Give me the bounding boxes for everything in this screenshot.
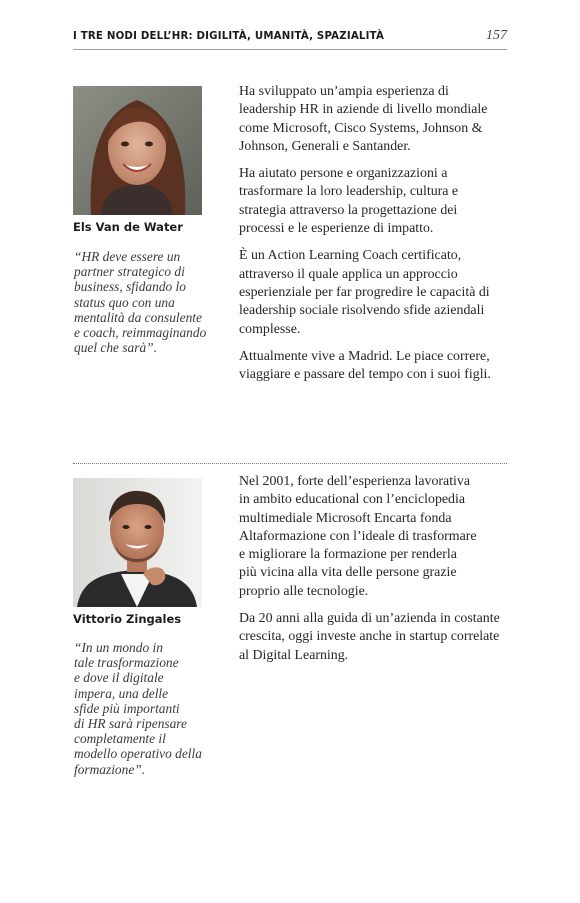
bio-paragraph: Nel 2001, forte dell’esperienza lavorativa in ambito educational con l’enciclopedia multimediale Microsoft Encarta fonda Altaformazione con l’ideale di trasformare e migliorare la formazione per renderla più vicina alla vita delle persone grazie proprio alle tecnologie. — [239, 474, 477, 599]
profile-name: Vittorio Zingales — [73, 612, 182, 626]
bio-paragraph: Attualmente vive a Madrid. Le piace correre, viaggiare e passare del tempo con i suoi figli. — [239, 348, 491, 383]
profile-bio — [239, 83, 509, 393]
portrait-man-icon — [73, 478, 202, 607]
bio-paragraph: Ha sviluppato un’ampia esperienza di leadership HR in aziende di livello mondiale come Microsoft, Cisco Systems, Johnson & Johnson, Generali e Santander. — [239, 84, 488, 154]
profile-quote — [74, 249, 224, 355]
profile-photo-vittorio-zingales — [73, 478, 202, 607]
page-number: 157 — [486, 28, 507, 43]
profile-quote-text: “HR deve essere un partner strategico di business, sfidando lo status quo con una mentalità da consulente e coach, reimmaginando quel che sarà”. — [74, 249, 207, 356]
bio-paragraph: È un Action Learning Coach certificato, attraverso il quale applica un approccio esperienziale per far progredire le capacità di leadership sociale risolvendo sfide aziendali complesse. — [239, 248, 490, 337]
profile-quote — [74, 640, 224, 777]
profile-bio — [239, 473, 509, 674]
header-rule — [73, 49, 507, 50]
profile-quote-text: “In un mondo in tale trasformazione e dove il digitale impera, una delle sfide più importanti di HR sarà ripensare completamente il modello operativo della formazione”. — [74, 640, 202, 777]
profile-name: Els Van de Water — [73, 220, 183, 234]
profile-photo-els-van-de-water — [73, 86, 202, 215]
chapter-title: I TRE NODI DELL’HR: DIGILITÀ, UMANITÀ, SPAZIALITÀ — [73, 31, 385, 42]
section-divider — [73, 463, 507, 464]
portrait-woman-icon — [73, 86, 202, 215]
bio-paragraph: Da 20 anni alla guida di un’azienda in costante crescita, oggi investe anche in startup correlate al Digital Learning. — [239, 611, 500, 663]
running-head — [73, 28, 507, 49]
bio-paragraph: Ha aiutato persone e organizzazioni a trasformare la loro leadership, cultura e strategia attraverso la progettazione dei processi e le esperienze di impatto. — [239, 166, 459, 237]
